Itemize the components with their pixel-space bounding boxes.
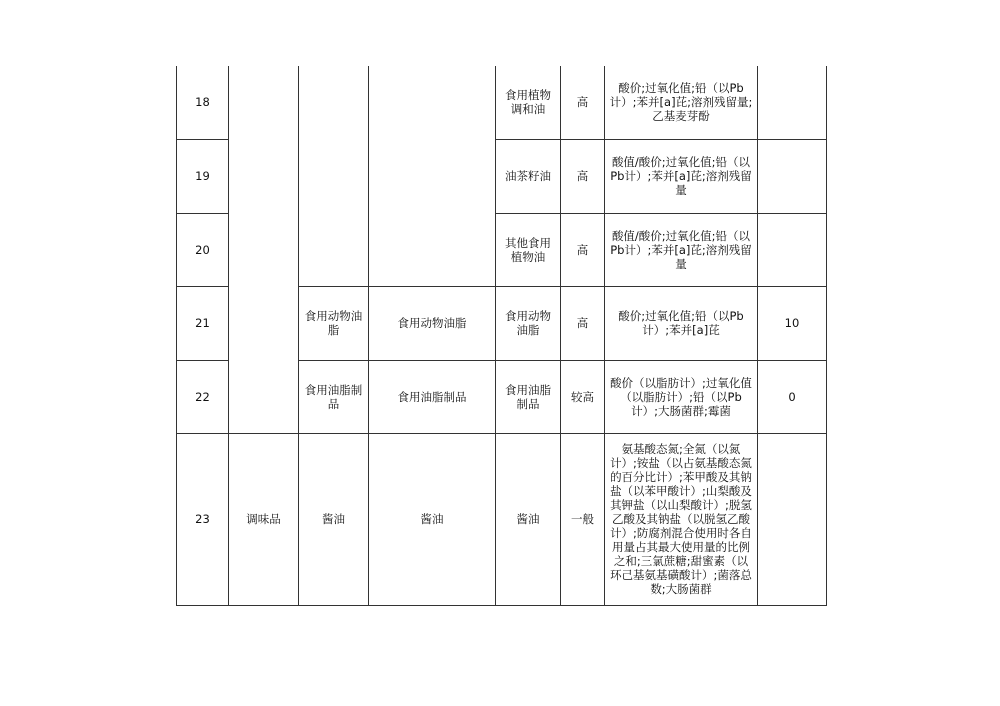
risk-level-cell: 较高 <box>561 360 605 433</box>
row-number: 19 <box>177 139 229 213</box>
table-row <box>177 433 827 605</box>
food-variety-cell: 酱油 <box>369 433 496 605</box>
risk-level-cell: 一般 <box>561 433 605 605</box>
sample-count-cell <box>758 139 827 213</box>
food-variety-cell: 食用动物油脂 <box>369 286 496 360</box>
row-number: 20 <box>177 213 229 286</box>
food-subcategory-cell: 其他食用植物油 <box>496 213 561 286</box>
inspection-items-cell: 酸价;过氧化值;铅（以Pb计）;苯并[a]芘 <box>605 286 758 360</box>
sample-count-cell <box>758 213 827 286</box>
food-subcategory-cell: 食用油脂制品 <box>496 360 561 433</box>
inspection-items-cell: 酸价;过氧化值;铅（以Pb计）;苯并[a]芘;溶剂残留量;乙基麦芽酚 <box>605 66 758 139</box>
risk-level-cell: 高 <box>561 66 605 139</box>
food-type-cell: 食用动物油脂 <box>299 286 369 360</box>
food-type-cell <box>299 66 369 286</box>
row-number: 21 <box>177 286 229 360</box>
food-subcategory-cell: 酱油 <box>496 433 561 605</box>
food-type-cell: 食用油脂制品 <box>299 360 369 433</box>
inspection-items-cell: 氨基酸态氮;全氮（以氮计）;铵盐（以占氨基酸态氮的百分比计）;苯甲酸及其钠盐（以苯甲酸计）;山梨酸及其钾盐（以山梨酸计）;脱氢乙酸及其钠盐（以脱氢乙酸计）;防腐剂混合使用时各自用量占其最大使用量的比例之和;三氯蔗糖;甜蜜素（以环己基氨基磺酸计）;菌落总数;大肠菌群 <box>605 433 758 605</box>
sample-count-cell <box>758 66 827 139</box>
sample-count-cell <box>758 433 827 605</box>
food-type-cell: 酱油 <box>299 433 369 605</box>
row-number: 23 <box>177 433 229 605</box>
inspection-items-cell: 酸价（以脂肪计）;过氧化值（以脂肪计）;铅（以Pb计）;大肠菌群;霉菌 <box>605 360 758 433</box>
inspection-items-cell: 酸值/酸价;过氧化值;铅（以Pb计）;苯并[a]芘;溶剂残留量 <box>605 213 758 286</box>
food-subcategory-cell: 油茶籽油 <box>496 139 561 213</box>
food-variety-cell: 食用油脂制品 <box>369 360 496 433</box>
sample-count-cell: 0 <box>758 360 827 433</box>
inspection-table <box>176 66 827 606</box>
risk-level-cell: 高 <box>561 139 605 213</box>
food-subcategory-cell: 食用植物调和油 <box>496 66 561 139</box>
category-cell: 调味品 <box>229 433 299 605</box>
category-cell <box>229 66 299 433</box>
row-number: 22 <box>177 360 229 433</box>
risk-level-cell: 高 <box>561 286 605 360</box>
row-number: 18 <box>177 66 229 139</box>
food-variety-cell <box>369 66 496 286</box>
food-subcategory-cell: 食用动物油脂 <box>496 286 561 360</box>
risk-level-cell: 高 <box>561 213 605 286</box>
inspection-items-cell: 酸值/酸价;过氧化值;铅（以Pb计）;苯并[a]芘;溶剂残留量 <box>605 139 758 213</box>
sample-count-cell: 10 <box>758 286 827 360</box>
table-row <box>177 66 827 139</box>
